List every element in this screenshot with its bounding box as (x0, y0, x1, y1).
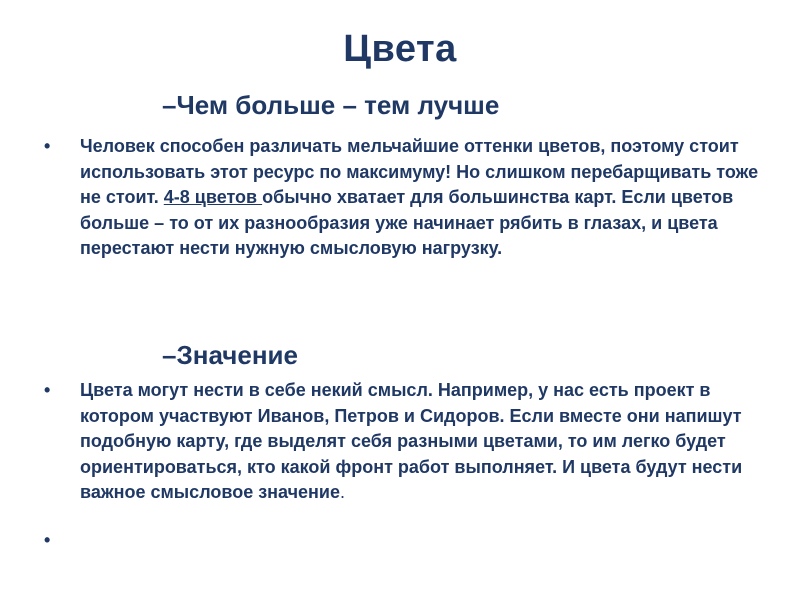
bullet-text-part: обычно хватает для большинства карт. Если цветов больше – то от их разнообразия уже начинает рябить в глазах, и цвета перестают нести нужную смысловую нагрузку. (80, 187, 734, 258)
section-heading-more-better: –Чем больше – тем лучше (162, 90, 500, 120)
underlined-phrase: 4-8 цветов (163, 187, 263, 207)
bullet-text-ending: . (340, 482, 346, 502)
bullet-text (80, 378, 764, 506)
bullet-text (80, 134, 764, 262)
bullet-paragraph-color-count (44, 134, 764, 262)
bullet-dot-icon: • (44, 380, 51, 400)
bullet-text-part: Человек способен различать мельчайшие оттенки цветов, поэтому стоит использовать этот ресурс по максимуму! Но слишком перебарщивать тоже не стоит. (80, 136, 759, 207)
slide-title: Цвета (343, 28, 457, 70)
bullet-dot-icon: • (44, 530, 51, 550)
bullet-dot-icon: • (44, 136, 51, 156)
section-heading-meaning: –Значение (162, 340, 298, 370)
bullet-text-part: Цвета могут нести в себе некий смысл. Например, у нас есть проект в котором участвуют Иванов, Петров и Сидоров. Если вместе они напишут подобную карту, где выделят себя разными цветами, то им легко будет ориентироваться, кто какой фронт работ выполняет. И цвета будут нести важное смысловое значение (80, 380, 743, 502)
bullet-paragraph-color-meaning (44, 378, 764, 506)
